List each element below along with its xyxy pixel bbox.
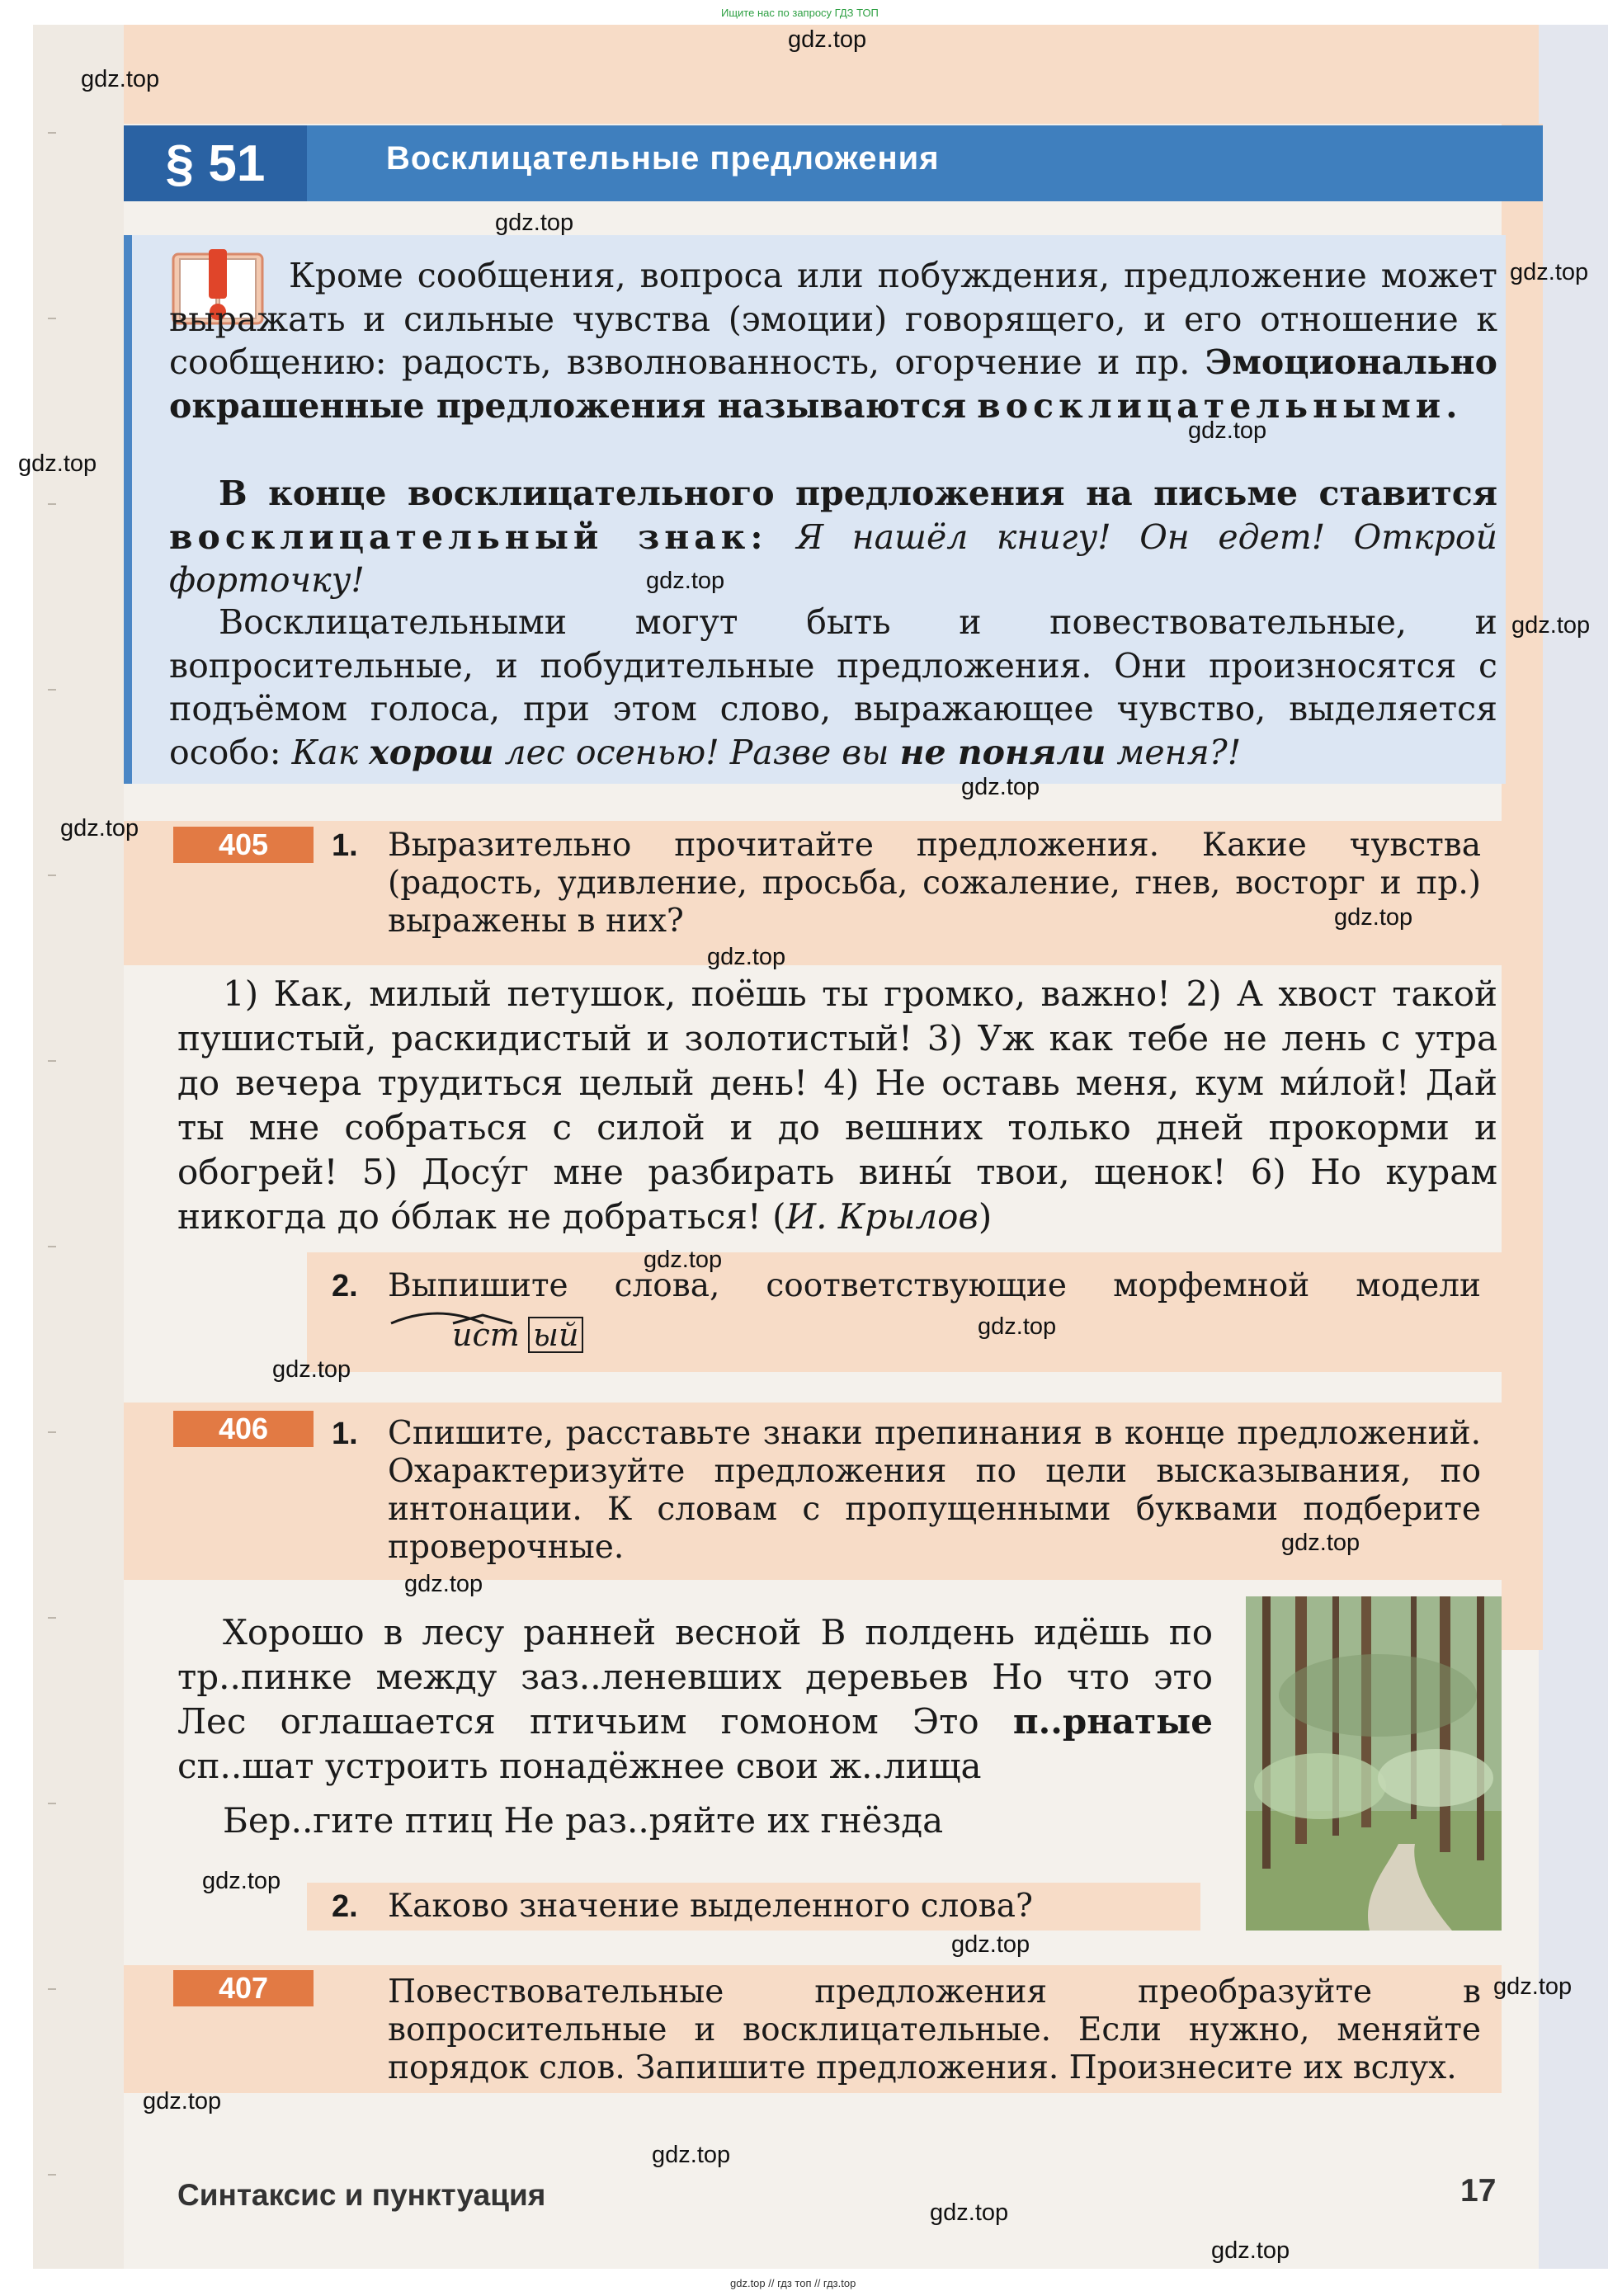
watermark: gdz.top bbox=[404, 1571, 483, 1597]
watermark: gdz.top bbox=[1281, 1530, 1360, 1556]
rule-term: восклицательными. bbox=[977, 385, 1463, 426]
binding-stitch bbox=[48, 875, 56, 876]
right-band bbox=[1502, 124, 1543, 1650]
rule-example-emphasis: не поняли bbox=[899, 732, 1106, 772]
watermark: gdz.top bbox=[272, 1356, 351, 1383]
binding-stitch bbox=[48, 2174, 56, 2176]
watermark: gdz.top bbox=[495, 210, 574, 236]
binding-stitch bbox=[48, 1617, 56, 1619]
watermark: gdz.top bbox=[81, 66, 160, 92]
watermark: gdz.top bbox=[1493, 1973, 1573, 2000]
binding-stitch bbox=[48, 1246, 56, 1247]
rule-definition: Эмоционально окрашенные предложения называются bbox=[169, 342, 1497, 426]
task-number: 2. bbox=[332, 1889, 358, 1924]
task-number: 2. bbox=[332, 1269, 358, 1304]
exercise-text: сп..шат устроить понадёжнее свои ж..лища bbox=[177, 1746, 982, 1786]
exercise-text: ) bbox=[978, 1196, 993, 1237]
watermark: gdz.top bbox=[1511, 612, 1591, 639]
rule-paragraph-1 bbox=[169, 254, 1497, 427]
watermark: gdz.top bbox=[1510, 259, 1589, 285]
rule-text: Кроме сообщения, вопроса или побуждения, предложение может выражать и сильные чувства (эмоции) говорящего, и его отношение к сообщению: радость, взволнованность, огорчение и пр. bbox=[169, 256, 1497, 382]
rule-example: лес осенью! Разве вы bbox=[504, 732, 889, 772]
binding-stitch bbox=[48, 1803, 56, 1804]
rule-example: Как bbox=[291, 732, 359, 772]
watermark: gdz.top bbox=[18, 450, 97, 477]
highlighted-word: п..рнатые bbox=[1012, 1701, 1213, 1742]
forest-photo bbox=[1246, 1596, 1502, 1931]
exercise-text: 1) Как, милый петушок, поёшь ты громко, важно! 2) А хвост такой пушистый, раскидистый и золотистый! 3) Уж как тебе не лень с утра до вечера трудиться целый день! 4) Не оставь меня, кум ми́лой! Дай ты мне собраться с силой и до вешних только дней прокорми и обогрей! 5) Досу́г мне разбирать вины́ твои, щенок! 6) Но курам никогда до о́блак не добраться! ( bbox=[177, 974, 1497, 1237]
binding-stitch bbox=[48, 318, 56, 319]
page-number: 17 bbox=[1460, 2173, 1497, 2209]
exercise-406-text bbox=[177, 1610, 1213, 1789]
rule-example: меня?! bbox=[1116, 732, 1242, 772]
exercise-text: Хорошо в лесу ранней весной В полдень идёшь по тр..пинке между заз..леневших деревьев Но что это Лес оглашается птичьим гомоном Это bbox=[177, 1612, 1213, 1742]
rule-paragraph-2 bbox=[169, 472, 1497, 602]
watermark: gdz.top bbox=[951, 1931, 1030, 1958]
exercise-406-task-2: Каково значение выделенного слова? bbox=[388, 1888, 1033, 1925]
binding-margin bbox=[33, 25, 124, 2269]
rule-example-emphasis: хорош bbox=[369, 732, 494, 772]
model-ending: ый bbox=[528, 1317, 583, 1353]
exercise-number-405: 405 bbox=[173, 827, 314, 863]
watermark: gdz.top bbox=[652, 2142, 731, 2168]
rule-term: восклицательный знак: bbox=[169, 516, 768, 557]
watermark: gdz.top bbox=[961, 774, 1040, 800]
binding-stitch bbox=[48, 1988, 56, 1990]
top-banner[interactable]: Ищите нас по запросу ГДЗ ТОП bbox=[721, 7, 879, 19]
watermark: gdz.top bbox=[202, 1868, 281, 1894]
rule-definition: В конце восклицательного предложения на письме ставится bbox=[219, 474, 1497, 513]
exercise-number-407: 407 bbox=[173, 1970, 314, 2006]
task-number: 1. bbox=[332, 1417, 358, 1451]
morpheme-model bbox=[388, 1308, 586, 1358]
page-edge bbox=[1539, 25, 1608, 2269]
rule-text: Восклицательными могут быть и повествовательные, и вопросительные, и побудительные предложения. Они произносятся с подъёмом голоса, при этом слово, выражающее чувство, выделяется особо: bbox=[169, 602, 1497, 772]
watermark: gdz.top bbox=[1188, 417, 1267, 444]
binding-stitch bbox=[48, 132, 56, 134]
exercise-405-text bbox=[177, 972, 1497, 1239]
watermark: gdz.top bbox=[930, 2199, 1009, 2226]
task-number: 1. bbox=[332, 828, 358, 863]
watermark: gdz.top bbox=[644, 1247, 723, 1273]
text-author: И. Крылов bbox=[785, 1196, 978, 1237]
rule-accent-strip bbox=[124, 235, 132, 784]
bottom-watermark-line[interactable]: gdz.top // гдз топ // гдз.top bbox=[730, 2277, 856, 2289]
exercise-407-task: Повествовательные предложения преобразуйте в вопросительные и восклицательные. Если нужно, меняйте порядок слов. Запишите предложения. Произнесите их вслух. bbox=[388, 1973, 1481, 2086]
watermark: gdz.top bbox=[60, 815, 139, 842]
binding-stitch bbox=[48, 1060, 56, 1062]
watermark: gdz.top bbox=[1211, 2237, 1290, 2264]
exercise-405-task-2: Выпишите слова, соответствующие морфемной модели bbox=[388, 1267, 1481, 1304]
watermark: gdz.top bbox=[978, 1313, 1057, 1340]
binding-stitch bbox=[48, 689, 56, 691]
watermark: gdz.top bbox=[707, 944, 786, 970]
binding-stitch bbox=[48, 1431, 56, 1433]
exercise-405-task-1: Выразительно прочитайте предложения. Какие чувства (радость, удивление, просьба, сожаление, гнев, восторг и пр.) выражены в них? bbox=[388, 827, 1481, 940]
watermark: gdz.top bbox=[646, 568, 725, 594]
watermark: gdz.top bbox=[1334, 904, 1413, 931]
watermark: gdz.top bbox=[788, 26, 867, 53]
rule-paragraph-3 bbox=[169, 601, 1497, 774]
exercise-406-text-2: Бер..гите птиц Не раз..ряйте их гнёзда bbox=[223, 1800, 944, 1841]
model-suffix: ист bbox=[452, 1317, 520, 1353]
watermark: gdz.top bbox=[143, 2088, 222, 2114]
footer-section-title: Синтаксис и пунктуация bbox=[177, 2178, 546, 2212]
exercise-406-task-1: Спишите, расставьте знаки препинания в конце предложений. Охарактеризуйте предложения по цели высказывания, по интонации. К словам с пропущенными буквами подберите проверочные. bbox=[388, 1415, 1481, 1566]
section-number: § 51 bbox=[124, 125, 307, 201]
section-title: Восклицательные предложения bbox=[386, 140, 940, 177]
exercise-number-406: 406 bbox=[173, 1411, 314, 1447]
rule-example: Я нашёл книгу! Он едет! Открой форточку! bbox=[169, 516, 1497, 600]
binding-stitch bbox=[48, 503, 56, 505]
